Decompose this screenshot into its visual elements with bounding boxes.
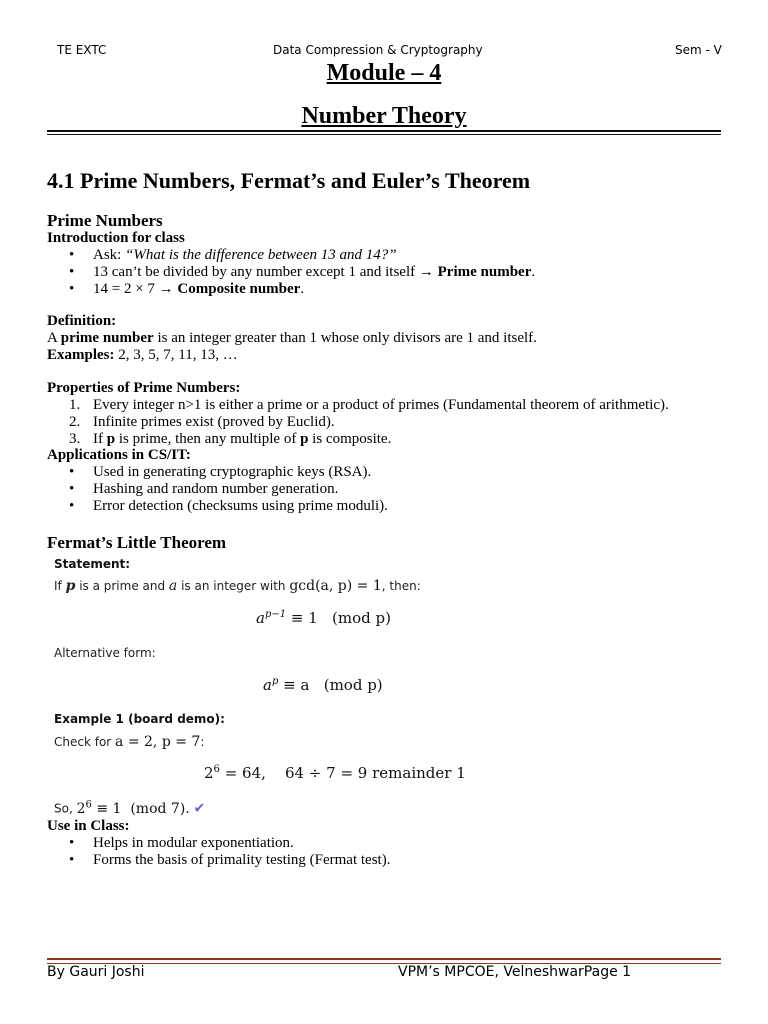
footer-rule-thick [47,958,721,960]
statement-label: Statement: [54,557,131,571]
list-item: • Hashing and random number generation. [69,481,339,497]
list-item: • Error detection (checksums using prime moduli). [69,498,388,514]
definition-text: A prime number is an integer greater than 1 whose only divisors are 1 and itself. [47,330,537,346]
alternative-label: Alternative form: [54,646,156,660]
list-item: 3. If p is prime, then any multiple of p is composite. [69,431,392,447]
footer-author: By Gauri Joshi [47,964,145,980]
prime-heading: Prime Numbers [47,211,163,230]
list-item: 2. Infinite primes exist (proved by Euclid). [69,414,335,430]
properties-label: Properties of Prime Numbers: [47,380,241,396]
formula-1: $a^{p-1} \equiv 1$ (mod p) [256,609,391,627]
section-heading: 4.1 Prime Numbers, Fermat’s and Euler’s Theorem [47,168,531,193]
calc-line: $2^6 = 64$, 64 ÷ 7 = 9 remainder 1 [204,764,466,782]
module-title: Module – 4 [326,60,442,86]
header-center: Data Compression & Cryptography [273,43,483,57]
statement-text: If p is a prime and a is an integer with gcd(a, p) = 1, then: [54,578,421,594]
title-rule-thin [47,134,721,135]
properties-list [47,397,669,448]
list-item: 1. Every integer n>1 is either a prime or a product of primes (Fundamental theorem of arithmetic). [69,397,669,413]
check-line: Check for a = 2, p = 7: [54,734,205,750]
formula-2: $a^p \equiv a$ (mod p) [263,676,383,694]
bullet: • [69,264,75,280]
intro-list [47,247,535,298]
list-item: • Forms the basis of primality testing (Fermat test). [69,852,391,868]
title-rule-thick [47,130,721,132]
applications-list [47,464,388,515]
intro-label: Introduction for class [47,230,185,246]
fermat-heading: Fermat’s Little Theorem [47,533,227,552]
header-left: TE EXTC [57,43,107,57]
list-item: • 13 can’t be divided by any number except 1 and itself → Prime number. [69,264,536,280]
use-label: Use in Class: [47,818,130,834]
list-item: • Used in generating cryptographic keys (RSA). [69,464,372,480]
examples-line: Examples: 2, 3, 5, 7, 11, 13, … [47,347,238,363]
list-item: • Ask: “What is the difference between 13 and 14?” [69,247,397,263]
bullet: • [69,247,75,263]
topic-title: Number Theory [301,103,467,129]
bullet: • [69,281,75,297]
example-label: Example 1 (board demo): [54,712,225,726]
list-item: • Helps in modular exponentiation. [69,835,294,851]
check-mark-icon: ✔ [193,800,206,817]
header-right: Sem - V [675,43,722,57]
use-list [47,835,390,869]
definition-label: Definition: [47,313,117,329]
list-item: • 14 = 2 × 7 → Composite number. [69,281,305,297]
footer-institute-page: VPM’s MPCOE, VelneshwarPage 1 [398,964,632,980]
applications-label: Applications in CS/IT: [47,447,191,463]
so-line: So, $2^6 \equiv 1$ (mod 7). ✔ [54,799,206,817]
